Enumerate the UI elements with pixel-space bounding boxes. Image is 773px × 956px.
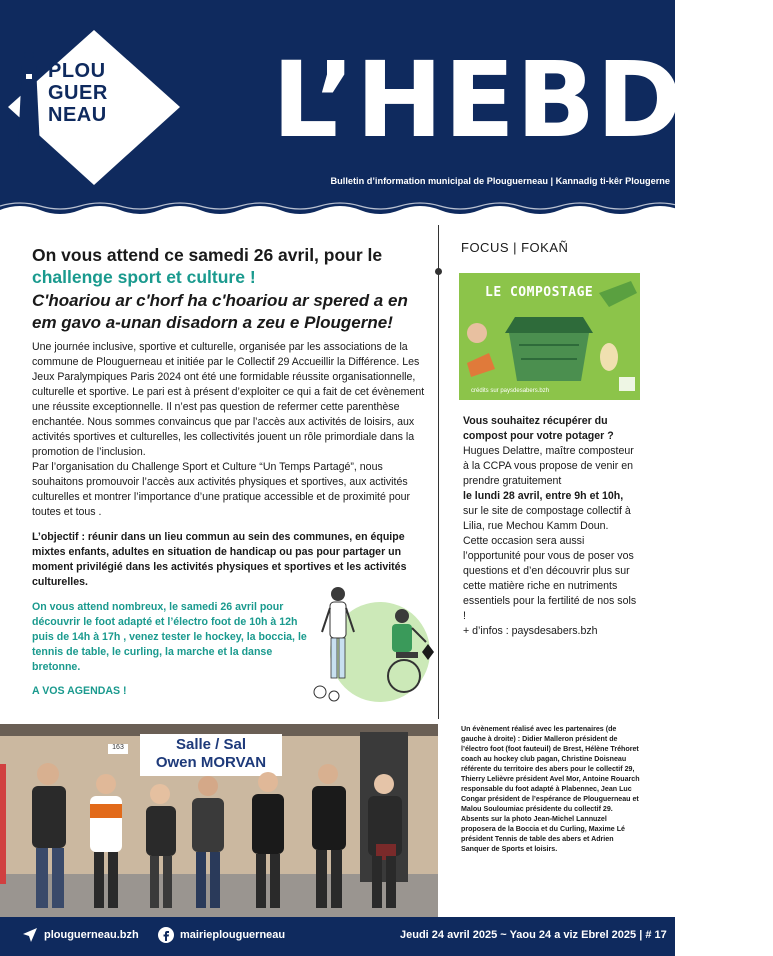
room-sign-line-1: Salle / Sal bbox=[175, 736, 247, 753]
logo-line-2: GUER bbox=[48, 82, 108, 104]
headline-part-2: challenge sport et culture ! bbox=[32, 267, 256, 287]
article-paragraph-4: On vous attend nombreux, le samedi 26 avril pour découvrir le foot adapté et l’électro foot de 10h à 12h puis de 14h à 17h , venez tester le hockey, la boccia, le tennis de table, le curling, la marche et la danse bretonne. bbox=[32, 601, 307, 673]
divider-dot bbox=[435, 268, 442, 275]
focus-label: FOCUS | FOKAÑ bbox=[461, 240, 569, 255]
page-footer bbox=[0, 917, 675, 956]
lighthouse-icon bbox=[18, 52, 40, 148]
logo-wordmark bbox=[48, 60, 108, 126]
publication-subtitle: Bulletin d’information municipal de Plouguerneau | Kannadig ti-kêr Plougerne bbox=[330, 176, 670, 186]
wave-divider bbox=[0, 200, 675, 224]
door-number: 163 bbox=[112, 744, 124, 751]
compostage-image bbox=[459, 273, 640, 400]
photo-caption: Un évènement réalisé avec les partenaires (de gauche à droite) : Didier Malleron président de l’électro foot (foot fauteuil) de Brest, Hélène Tréhoret coach au hockey club pagan, Christine Doisneau référente du territoire des abers pour le collectif 29, Thierry Lelièvre président Avel Mor, Antoine Rouarch responsable du foot adapté à Plabennec, Jean Luc Congar président de l’espérance de Plouguerneau et Malou Souloumiac présidente du collectif 29. Absents sur la photo Jean-Michel Lannuzel proposera de la Boccia et du Curling, Maxime Lé président Tennis de table des abers et Adrien Sanquer de Sports et loisirs. bbox=[461, 725, 640, 853]
facebook-link[interactable]: mairieplouguerneau bbox=[180, 929, 286, 941]
article-paragraph-3: L’objectif : réunir dans un lieu commun au sein des communes, en équipe mixtes enfants, adultes en situation de handicap ou pas pour partager un moment privilégié dans les activités physiques et sportives et les activités culturelles. bbox=[32, 531, 407, 588]
article-paragraph-2: Par l’organisation du Challenge Sport et Culture “Un Temps Partagé”, nous souhaitons promouvoir l’accès aux activités physiques et sportives, aux activités culturelles et montrer l’importance d’une pratique accessible et de proximité pour toutes et tous . bbox=[32, 461, 411, 518]
focus-text bbox=[463, 414, 638, 639]
egg-icon bbox=[600, 343, 618, 371]
compostage-credit: crédits sur paysdesabers.bzh bbox=[471, 388, 550, 394]
focus-body-3: Cette occasion sera aussi l’opportunité pour vous de poser vos questions et d’en découvrir plus sur cette matière riche en nutriments essentiels pour la fertilité de nos sols ! bbox=[463, 535, 637, 622]
masthead-banner bbox=[0, 0, 773, 218]
issue-date: Jeudi 24 avril 2025 ~ Yaou 24 a viz Ebrel 2025 | # 17 bbox=[400, 929, 667, 941]
website-link[interactable]: plouguerneau.bzh bbox=[44, 929, 139, 941]
sport-illustration bbox=[300, 572, 438, 712]
agenda-callout: A VOS AGENDAS ! bbox=[32, 685, 127, 697]
column-divider bbox=[438, 225, 439, 719]
compostage-title: LE COMPOSTAGE bbox=[485, 285, 594, 300]
focus-intro: Vous souhaitez récupérer du compost pour votre potager ? bbox=[463, 415, 614, 442]
article-paragraph-1: Une journée inclusive, sportive et culturelle, organisée par les associations de la commune de Plouguerneau et initiée par le Collectif 29 Accueillir la Différence. Les Jeux Paralympiques Paris 2024 ont été une formidable réussite organisationnelle, culturelle et sportive. Le pari est à présent d’exploiter ce qui a fait de cet évènement une réussite exceptionnelle. Il n’est pas question de refermer cette parenthèse enchantée. Nous sommes convaincus que par l’accès aux activités de loisirs, aux activités sportives et culturelles, les collectivités jouent un rôle primordiale dans la promotion de l’inclusion. bbox=[32, 341, 425, 458]
article-headline-breton: C'hoariou ar c'horf ha c'hoariou ar spered a en em gavo a-unan disadorn a zeu e Plougerne! bbox=[32, 291, 408, 332]
logo-line-3: NEAU bbox=[48, 104, 107, 126]
logo-line-1: PLOU bbox=[48, 60, 106, 82]
focus-body-2: sur le site de compostage collectif à Lilia, rue Mechou Kamm Doun. bbox=[463, 505, 631, 532]
boccia-ball-icon bbox=[314, 686, 339, 701]
focus-body-1: Hugues Delattre, maître composteur à la CCPA vous propose de venir en prendre gratuitement bbox=[463, 445, 634, 487]
partner-logo bbox=[619, 377, 635, 391]
headline-part-1: On vous attend ce samedi 26 avril, pour le bbox=[32, 245, 383, 265]
facebook-icon bbox=[158, 927, 174, 943]
apple-icon bbox=[467, 323, 487, 343]
focus-date: le lundi 28 avril, entre 9h et 10h, bbox=[463, 490, 624, 502]
location-arrow-icon bbox=[22, 927, 38, 943]
room-sign-line-2: Owen MORVAN bbox=[155, 754, 267, 771]
group-photo bbox=[0, 724, 438, 917]
publication-title: L’HEBDO bbox=[272, 39, 773, 161]
article-headline bbox=[32, 244, 428, 288]
focus-info: + d’infos : paysdesabers.bzh bbox=[463, 625, 598, 637]
